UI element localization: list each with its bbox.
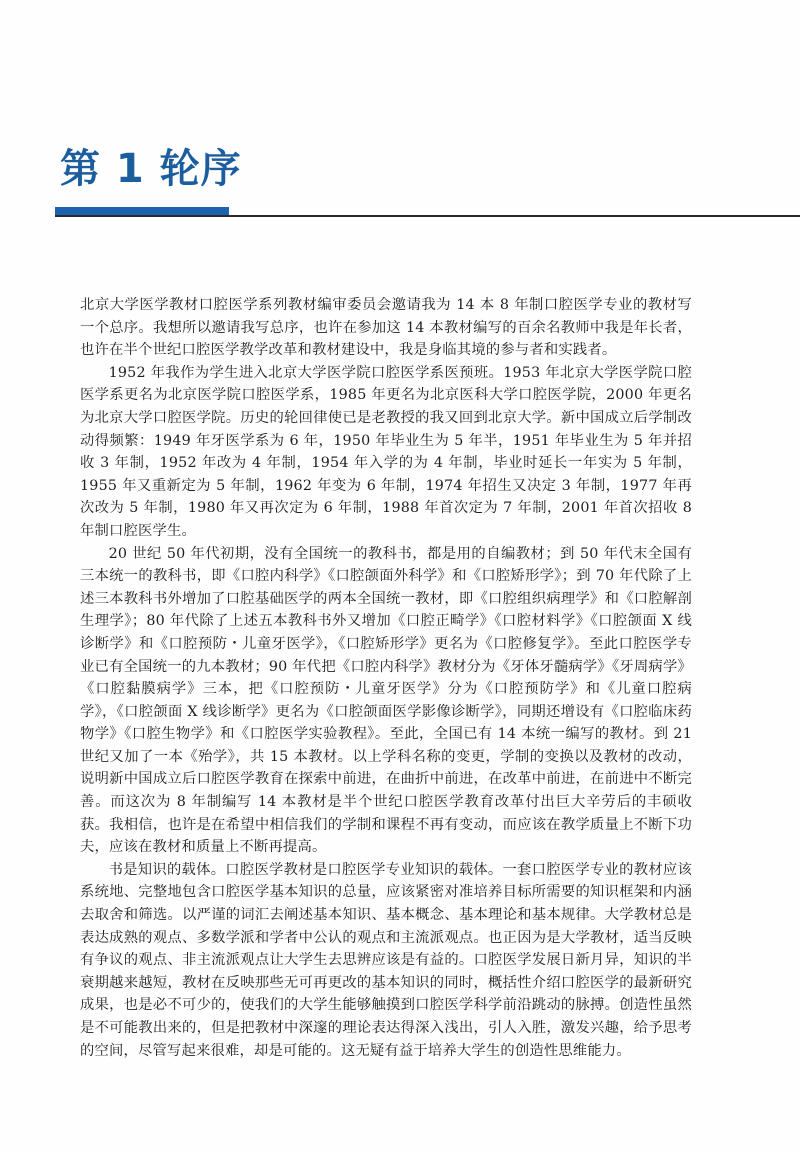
page-title: 第 1 轮序: [60, 146, 242, 192]
paragraph: 北京大学医学教材口腔医学系列教材编审委员会邀请我为 14 本 8 年制口腔医学专业的教材写一个总序。我想所以邀请我写总序，也许在参加这 14 本教材编写的百余名教师中我是年长者，也许在半个世纪口腔医学教学改革和教材建设中，我是身临其境的参与者和实践者。: [80, 297, 692, 359]
preface-body: [80, 294, 692, 1062]
title-underline: [55, 215, 800, 217]
paragraph: 1952 年我作为学生进入北京大学医学院口腔医学系医预班。1953 年北京大学医学院口腔医学系更名为北京医学院口腔医学系，1985 年更名为北京医科大学口腔医学院，2000 年更名为北京大学口腔医学院。历史的轮回律使已是老教授的我又回到北京大学。新中国成立后学制改动得频繁：1949 年牙医学系为 6 年，1950 年毕业生为 5 年半，1951 年毕业生为 5 年并招收 3 年制，1952 年改为 4 年制，1954 年入学的为 4 年制，毕业时延长一年实为 5 年制，1955 年又重新定为 5 年制，1962 年变为 6 年制，1974 年招生又决定 3 年制，1977 年再次改为 5 年制，1980 年又再次定为 6 年制，1988 年首次定为 7 年制，2001 年首次招收 8 年制口腔医学生。: [80, 364, 692, 539]
paragraph: 书是知识的载体。口腔医学教材是口腔医学专业知识的载体。一套口腔医学专业的教材应该系统地、完整地包含口腔医学基本知识的总量，应该紧密对准培养目标所需要的知识框架和内涵去取舍和筛选。以严谨的词汇去阐述基本知识、基本概念、基本理论和基本规律。大学教材总是表达成熟的观点、多数学派和学者中公认的观点和主流派观点。也正因为是大学教材，适当反映有争议的观点、非主流派观点让大学生去思辨应该是有益的。口腔医学发展日新月异，知识的半衰期越来越短，教材在反映那些无可再更改的基本知识的同时，概括性介绍口腔医学的最新研究成果，也是必不可少的，使我们的大学生能够触摸到口腔医学科学前沿跳动的脉搏。创造性虽然是不可能教出来的，但是把教材中深邃的理论表达得深入浅出，引人入胜，激发兴趣，给予思考的空间，尽管写起来很难，却是可能的。这无疑有益于培养大学生的创造性思维能力。: [80, 861, 692, 1059]
title-accent-bar: [55, 207, 229, 215]
paragraph: 20 世纪 50 年代初期，没有全国统一的教科书，都是用的自编教材；到 50 年代末全国有三本统一的教科书，即《口腔内科学》《口腔颌面外科学》和《口腔矫形学》；到 70 年代除了上述三本教科书外增加了口腔基础医学的两本全国统一教材，即《口腔组织病理学》和《口腔解剖生理学》；80 年代除了上述五本教科书外又增加《口腔正畸学》《口腔材料学》《口腔颌面 X 线诊断学》和《口腔预防・儿童牙医学》，《口腔矫形学》更名为《口腔修复学》。至此口腔医学专业已有全国统一的九本教材；90 年代把《口腔内科学》教材分为《牙体牙髓病学》《牙周病学》《口腔黏膜病学》三本，把《口腔预防・儿童牙医学》分为《口腔预防学》和《儿童口腔病学》，《口腔颌面 X 线诊断学》更名为《口腔颌面医学影像诊断学》，同期还增设有《口腔临床药物学》《口腔生物学》和《口腔医学实验教程》。至此，全国已有 14 本统一编写的教材。到 21 世纪又加了一本《殆学》，共 15 本教材。以上学科名称的变更，学制的变换以及教材的改动，说明新中国成立后口腔医学教育在探索中前进，在曲折中前进，在改革中前进，在前进中不断完善。而这次为 8 年制编写 14 本教材是半个世纪口腔医学教育改革付出巨大辛劳后的丰硕收获。我相信，也许是在希望中相信我们的学制和课程不再有变动，而应该在教学质量上不断下功夫，应该在教材和质量上不断再提高。: [80, 545, 692, 856]
